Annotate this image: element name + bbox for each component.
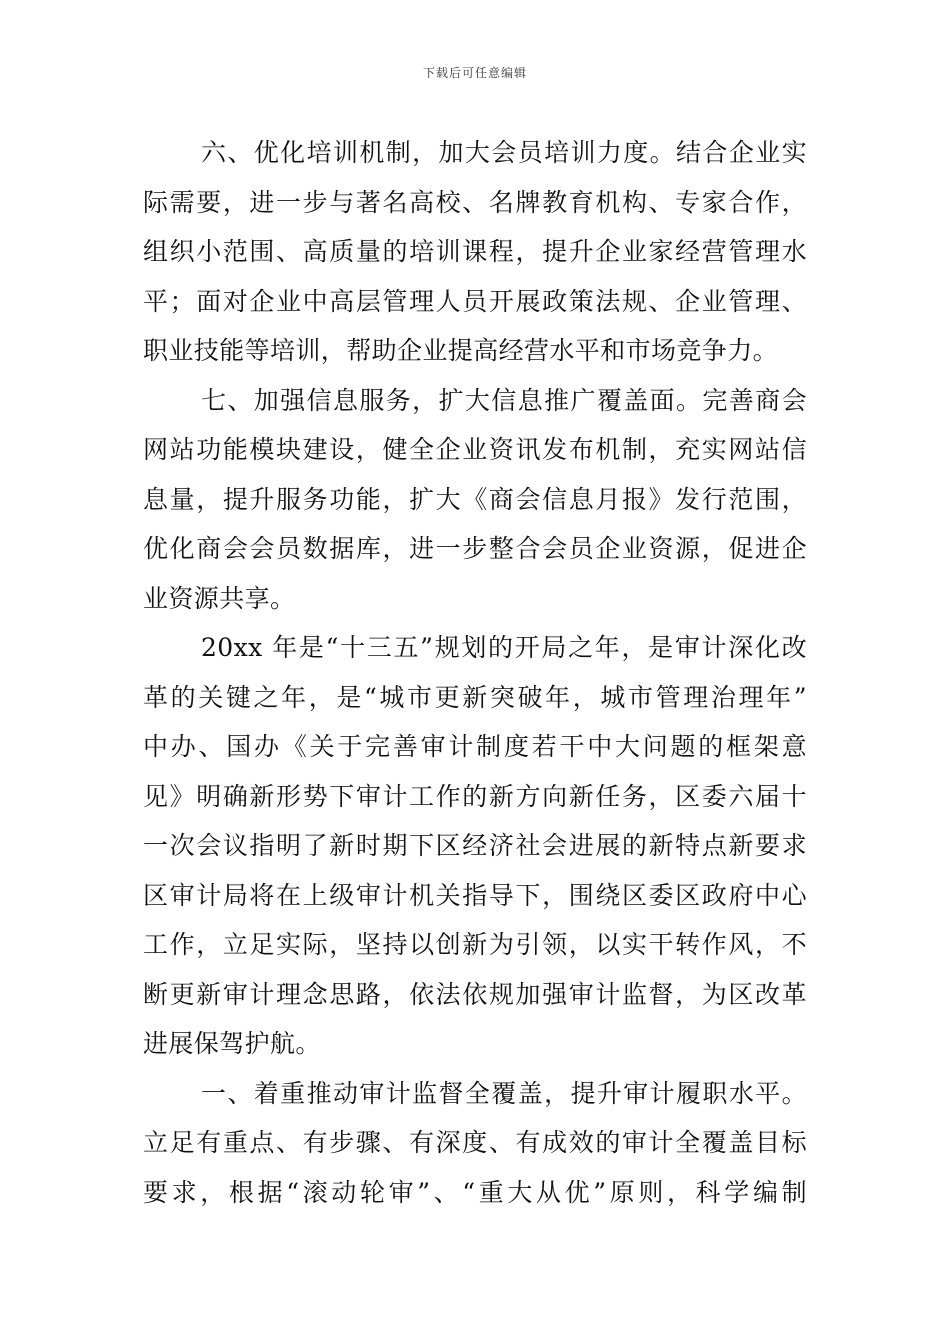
page-header-note: 下载后可任意编辑 <box>422 66 527 80</box>
text-line: 职业技能等培训，帮助企业提高经营水平和市场竞争力。 <box>143 336 779 365</box>
text-line: 一次会议指明了新时期下区经济社会进展的新特点新要求 <box>143 831 807 860</box>
paragraph-training <box>143 128 807 376</box>
text-line: 息量，提升服务功能，扩大《商会信息月报》发行范围， <box>143 484 807 514</box>
text-line: 断更新审计理念思路，依法依规加强审计监督，为区改革 <box>143 979 807 1009</box>
text-line: 一、着重推动审计监督全覆盖，提升审计履职水平。 <box>201 1078 807 1108</box>
text-line: 平；面对企业中高层管理人员开展政策法规、企业管理、 <box>143 286 807 316</box>
text-line: 进展保驾护航。 <box>143 1029 321 1058</box>
text-line: 中办、国办《关于完善审计制度若干中大问题的框架意 <box>143 732 807 761</box>
text-line: 要求，根据“滚动轮审”、“重大从优”原则，科学编制 <box>143 1177 807 1207</box>
text-line: 见》明确新形势下审计工作的新方向新任务，区委六届十 <box>143 781 807 811</box>
text-line: 六、优化培训机制，加大会员培训力度。结合企业实 <box>201 138 807 167</box>
document-body <box>143 128 807 1217</box>
text-line: 组织小范围、高质量的培训课程，提升企业家经营管理水 <box>143 237 807 266</box>
text-line: 优化商会会员数据库，进一步整合会员企业资源，促进企 <box>143 534 807 563</box>
text-line: 际需要，进一步与著名高校、名牌教育机构、专家合作， <box>143 187 807 217</box>
text-line: 革的关键之年，是“城市更新突破年，城市管理治理年” <box>143 682 807 712</box>
text-line: 工作，立足实际，坚持以创新为引领，以实干转作风，不 <box>143 930 807 959</box>
text-line: 区审计局将在上级审计机关指导下，围绕区委区政府中心 <box>143 880 807 910</box>
text-line: 业资源共享。 <box>143 583 296 613</box>
text-line: 网站功能模块建设，健全企业资讯发布机制，充实网站信 <box>143 435 807 464</box>
text-line: 立足有重点、有步骤、有深度、有成效的审计全覆盖目标 <box>143 1128 807 1157</box>
text-line: 七、加强信息服务，扩大信息推广覆盖面。完善商会 <box>201 385 807 415</box>
paragraph-audit-coverage <box>143 1069 807 1218</box>
text-line: 20xx 年是“十三五”规划的开局之年，是审计深化改 <box>201 633 807 662</box>
paragraph-audit-overview <box>143 623 807 1069</box>
paragraph-information-service <box>143 376 807 624</box>
